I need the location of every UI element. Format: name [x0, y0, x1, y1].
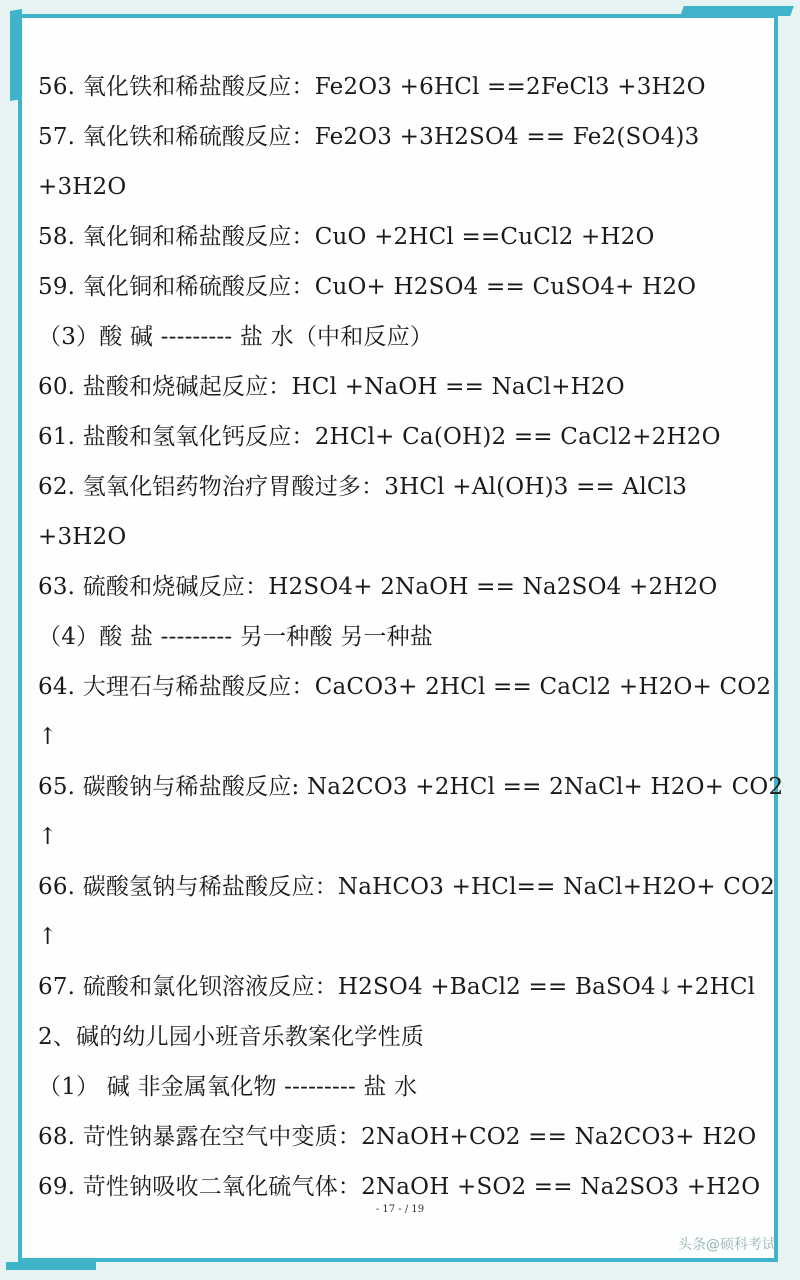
text-line: 64. 大理石与稀盐酸反应：CaCO3+ 2HCl == CaCl2 +H2O+ CO2 — [38, 674, 772, 700]
arrow-line: ↑ — [38, 824, 58, 850]
text-line: 56. 氧化铁和稀盐酸反应：Fe2O3 +6HCl ==2FeCl3 +3H2O — [38, 74, 706, 100]
section-heading: 2、碱的幼儿园小班音乐教案化学性质 — [38, 1024, 425, 1050]
text-line: 62. 氢氧化铝药物治疗胃酸过多：3HCl +Al(OH)3 == AlCl3 — [38, 474, 688, 500]
page-number: - 17 - / 19 — [375, 1204, 425, 1215]
watermark: 头条@硕科考试 — [678, 1237, 776, 1253]
text-line: 65. 碳酸钠与稀盐酸反应: Na2CO3 +2HCl == 2NaCl+ H2O+ CO2 — [38, 774, 784, 800]
text-line: 69. 苛性钠吸收二氧化硫气体：2NaOH +SO2 == Na2SO3 +H2O — [38, 1174, 761, 1200]
section-heading: （3）酸 碱 --------- 盐 水（中和反应） — [38, 324, 434, 350]
text-line: 63. 硫酸和烧碱反应：H2SO4+ 2NaOH == Na2SO4 +2H2O — [38, 574, 718, 600]
text-line: +3H2O — [38, 524, 127, 550]
text-line: 60. 盐酸和烧碱起反应：HCl +NaOH == NaCl+H2O — [38, 374, 625, 400]
frame-decoration-bottom — [6, 1262, 96, 1270]
section-heading: （4）酸 盐 --------- 另一种酸 另一种盐 — [38, 624, 434, 650]
text-line: 59. 氧化铜和稀硫酸反应：CuO+ H2SO4 == CuSO4+ H2O — [38, 274, 697, 300]
arrow-line: ↑ — [38, 924, 58, 950]
document-body — [38, 62, 784, 1212]
arrow-line: ↑ — [38, 724, 58, 750]
text-line: 58. 氧化铜和稀盐酸反应：CuO +2HCl ==CuCl2 +H2O — [38, 224, 655, 250]
text-line: 66. 碳酸氢钠与稀盐酸反应：NaHCO3 +HCl== NaCl+H2O+ CO2 — [38, 874, 775, 900]
text-line: 57. 氧化铁和稀硫酸反应：Fe2O3 +3H2SO4 == Fe2(SO4)3 — [38, 124, 700, 150]
section-heading: （1） 碱 非金属氧化物 --------- 盐 水 — [38, 1074, 418, 1100]
text-line: +3H2O — [38, 174, 127, 200]
text-line: 67. 硫酸和氯化钡溶液反应：H2SO4 +BaCl2 == BaSO4↓+2HCl — [38, 974, 756, 1000]
text-line: 68. 苛性钠暴露在空气中变质：2NaOH+CO2 == Na2CO3+ H2O — [38, 1124, 757, 1150]
text-line: 61. 盐酸和氢氧化钙反应：2HCl+ Ca(OH)2 == CaCl2+2H2O — [38, 424, 721, 450]
